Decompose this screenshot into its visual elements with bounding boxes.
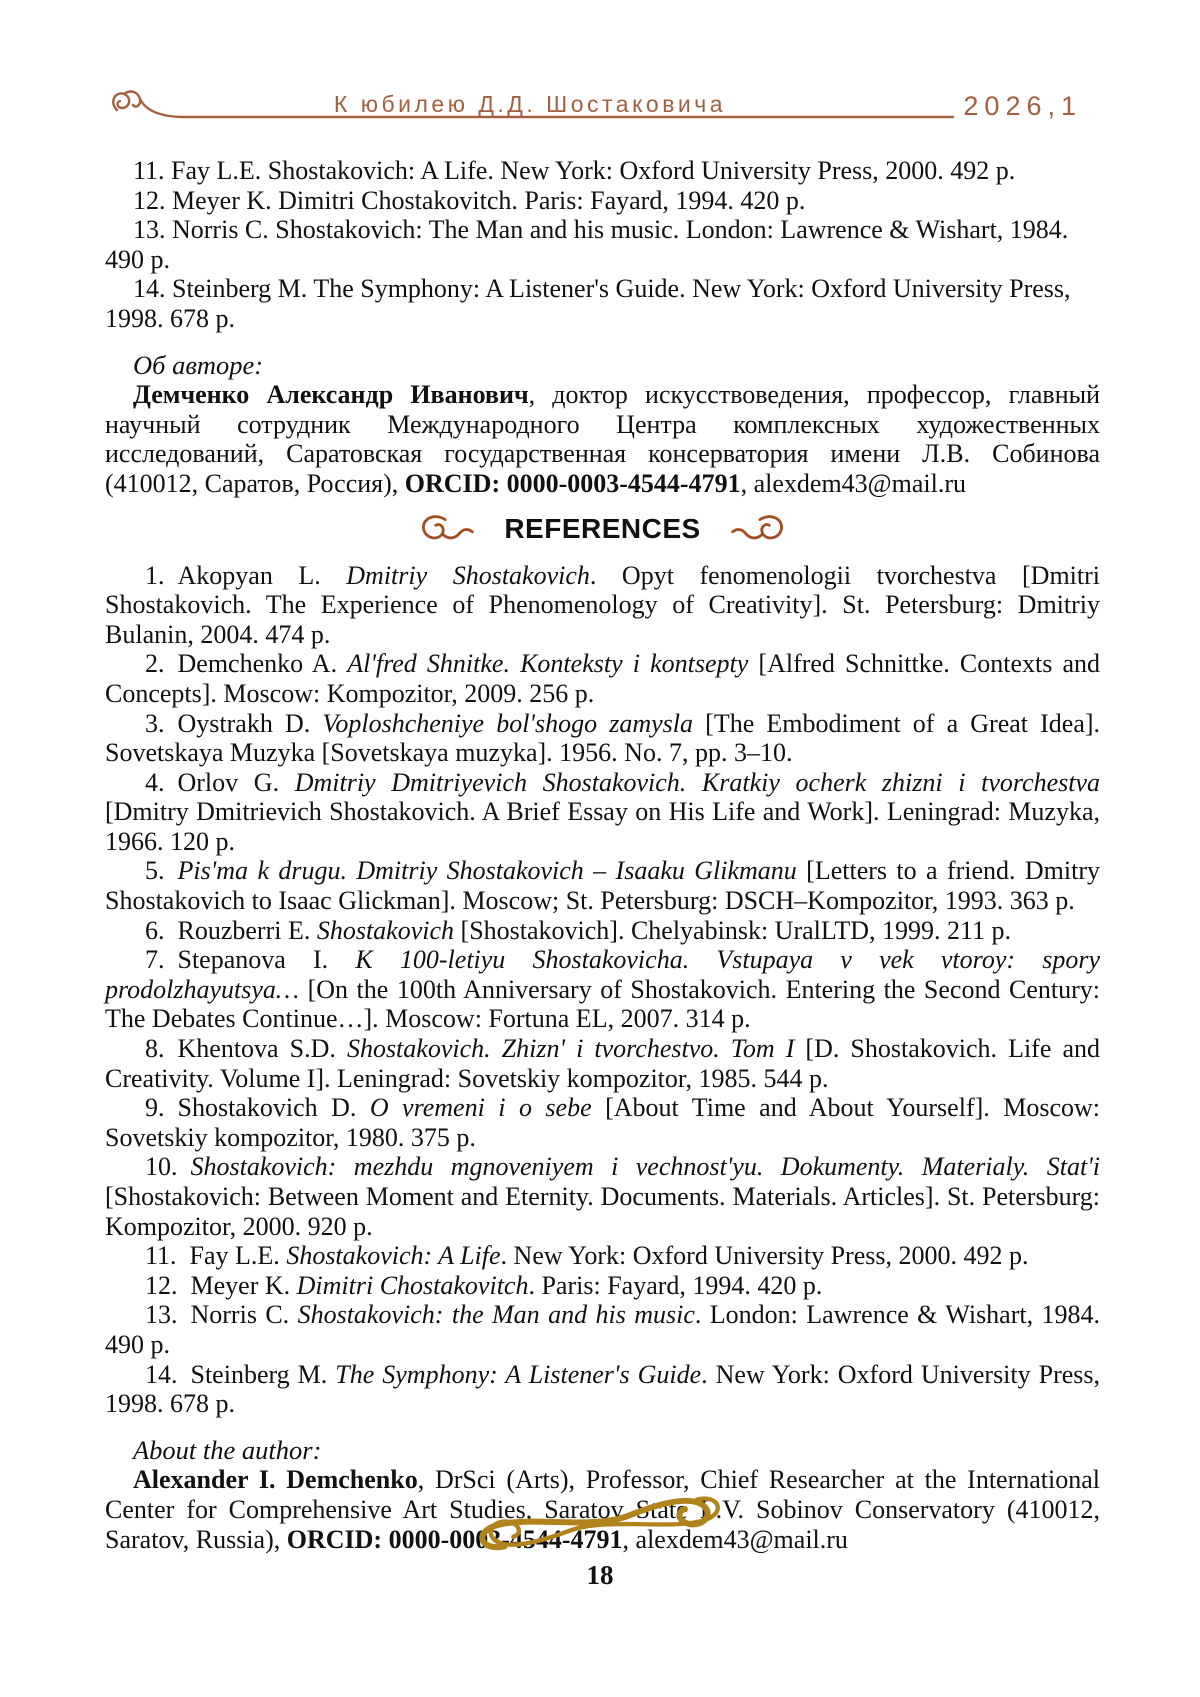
literature-item bbox=[105, 274, 1100, 333]
reference-title-transliterated: Shostakovich bbox=[316, 915, 455, 945]
reference-details: [Letters to a friend. Dmitry Shostakovich to Isaac Glickman]. Moscow; St. Petersburg: DSCH–Kompozitor, 1993. 363 p. bbox=[105, 856, 1100, 916]
reference-authors: Shostakovich D. bbox=[177, 1093, 370, 1123]
reference-authors: Akopyan L. bbox=[177, 560, 347, 590]
author-bio-ru: , доктор искусствоведения, профессор, главный научный сотрудник Международного Центра комплексных художественных исследований, Саратовская государственная консерватория имени Л.В. Собинова (410012, Саратов, Россия), bbox=[105, 380, 1100, 498]
reference-item bbox=[105, 649, 1100, 708]
author-email-en: , alexdem43@mail.ru bbox=[622, 1524, 848, 1554]
reference-title-transliterated: Pis'ma k drugu. Dmitriy Shostakovich – Isaaku Glikmanu bbox=[177, 856, 797, 886]
reference-number: 9. bbox=[145, 1093, 165, 1123]
reference-item bbox=[105, 1152, 1100, 1241]
author-orcid-en: ORCID: 0000-0003-4544-4791 bbox=[286, 1524, 623, 1554]
literature-item bbox=[105, 156, 1100, 186]
reference-item bbox=[105, 1241, 1100, 1271]
author-name-ru: Демченко Александр Иванович bbox=[133, 380, 529, 410]
reference-title-transliterated: Shostakovich: A Life bbox=[286, 1241, 501, 1271]
literature-item-text: 13. Norris C. Shostakovich: The Man and his music. London: Lawrence & Wishart, 1984. 490 p. bbox=[105, 215, 1069, 274]
references-heading bbox=[105, 513, 1100, 545]
reference-title-transliterated: Dmitriy Dmitriyevich Shostakovich. Kratkiy ocherk zhizni i tvorchestva bbox=[294, 767, 1100, 797]
reference-authors: Norris C. bbox=[190, 1300, 298, 1330]
reference-number: 14. bbox=[145, 1359, 178, 1389]
reference-number: 7. bbox=[145, 945, 165, 975]
reference-item bbox=[105, 1093, 1100, 1152]
reference-title-transliterated: Shostakovich: mezhdu mgnoveniyem i vechnost'yu. Dokumenty. Materialy. Stat'i bbox=[190, 1152, 1100, 1182]
reference-item bbox=[105, 1271, 1100, 1301]
reference-details: . Paris: Fayard, 1994. 420 p. bbox=[528, 1270, 823, 1300]
author-bio-en: , DrSci (Arts), Professor, Chief Researcher at the International Center for Comprehensive Art Studies, Saratov State L.V. Sobinov Conservatory (410012, Saratov, Russia), bbox=[105, 1465, 1100, 1554]
reference-number: 8. bbox=[145, 1034, 165, 1064]
reference-details: . Opyt fenomenologii tvorchestva [Dmitri Shostakovich. The Experience of Phenomenology of Creativity]. St. Petersburg: Dmitriy Bulanin, 2004. 474 p. bbox=[105, 560, 1100, 649]
reference-number: 5. bbox=[145, 856, 165, 886]
reference-authors: Stepanova I. bbox=[177, 945, 356, 975]
author-name-en: Alexander I. Demchenko bbox=[133, 1465, 418, 1495]
page-content bbox=[105, 156, 1100, 1554]
reference-title-transliterated: Shostakovich: the Man and his music bbox=[297, 1300, 695, 1330]
reference-details: [On the 100th Anniversary of Shostakovich. Entering the Second Century: The Debates Continue…]. Moscow: Fortuna EL, 2007. 314 p. bbox=[105, 974, 1100, 1034]
issue-number: 2026,1 bbox=[963, 91, 1082, 121]
reference-number: 13. bbox=[145, 1300, 178, 1330]
reference-details: . New York: Oxford University Press, 1998. 678 p. bbox=[105, 1359, 1101, 1419]
literature-item-text: 14. Steinberg M. The Symphony: A Listener's Guide. New York: Oxford University Press, 1998. 678 p. bbox=[105, 274, 1071, 333]
reference-details: . London: Lawrence & Wishart, 1984. 490 p. bbox=[105, 1300, 1101, 1359]
literature-item bbox=[105, 215, 1100, 274]
reference-item bbox=[105, 916, 1100, 946]
infinity-flourish-icon bbox=[470, 1478, 730, 1566]
reference-title-transliterated: Shostakovich. Zhizn' i tvorchestvo. Tom I bbox=[346, 1034, 795, 1064]
reference-authors: Fay L.E. bbox=[189, 1241, 287, 1271]
reference-details: [D. Shostakovich. Life and Creativity. Volume I]. Leningrad: Sovetskiy kompozitor, 1985. 544 p. bbox=[105, 1034, 1100, 1093]
reference-title-transliterated: The Symphony: A Listener's Guide bbox=[335, 1359, 702, 1389]
spiral-flourish-left-icon bbox=[416, 514, 478, 544]
literature-item-text: 12. Meyer K. Dimitri Chostakovitch. Paris: Fayard, 1994. 420 p. bbox=[133, 185, 806, 215]
reference-details: [Dmitry Dmitrievich Shostakovich. A Brief Essay on His Life and Work]. Leningrad: Muzyka, 1966. 120 p. bbox=[105, 797, 1100, 856]
reference-details: [Shostakovich: Between Moment and Eternity. Documents. Materials. Articles]. St. Petersburg: Kompozitor, 2000. 920 p. bbox=[105, 1182, 1100, 1241]
reference-item bbox=[105, 945, 1100, 1034]
reference-details: . New York: Oxford University Press, 2000. 492 p. bbox=[500, 1241, 1029, 1271]
reference-authors: Khentova S.D. bbox=[177, 1034, 347, 1064]
reference-number: 1. bbox=[145, 560, 165, 590]
reference-number: 6. bbox=[145, 915, 165, 945]
reference-details: [Alfred Schnittke. Contexts and Concepts]. Moscow: Kompozitor, 2009. 256 p. bbox=[105, 649, 1101, 708]
author-orcid-ru: ORCID: 0000-0003-4544-4791 bbox=[404, 468, 741, 498]
reference-title-transliterated: Voploshcheniye bol'shogo zamysla bbox=[322, 708, 694, 738]
reference-details: [Shostakovich]. Chelyabinsk: UralLTD, 1999. 211 p. bbox=[454, 915, 1012, 945]
reference-authors: Oystrakh D. bbox=[177, 708, 323, 738]
literature-item-text: 11. Fay L.E. Shostakovich: A Life. New York: Oxford University Press, 2000. 492 p. bbox=[133, 156, 1016, 185]
reference-authors: Orlov G. bbox=[177, 767, 295, 797]
reference-authors: Rouzberri E. bbox=[177, 915, 317, 945]
about-author-ru-paragraph bbox=[105, 380, 1100, 498]
reference-item bbox=[105, 1300, 1100, 1359]
reference-number: 3. bbox=[145, 708, 165, 738]
author-email-ru: , alexdem43@mail.ru bbox=[740, 468, 966, 498]
running-title: К юбилею Д.Д. Шостаковича bbox=[333, 91, 727, 117]
reference-item bbox=[105, 1034, 1100, 1093]
reference-authors: Meyer K. bbox=[190, 1270, 297, 1300]
reference-number: 12. bbox=[145, 1270, 178, 1300]
about-author-ru-heading: Об авторе: bbox=[133, 349, 264, 380]
reference-details: [About Time and About Yourself]. Moscow: Sovetskiy kompozitor, 1980. 375 p. bbox=[105, 1093, 1100, 1152]
reference-title-transliterated: Al'fred Shnitke. Konteksty i kontsepty bbox=[347, 649, 749, 679]
reference-item bbox=[105, 856, 1100, 915]
page-number: 18 bbox=[586, 1560, 614, 1590]
reference-details: [The Embodiment of a Great Idea]. Sovetskaya Muzyka [Sovetskaya muzyka]. 1956. No. 7, pp. 3–10. bbox=[105, 708, 1101, 768]
reference-number: 2. bbox=[145, 649, 165, 679]
reference-authors: Steinberg M. bbox=[190, 1359, 336, 1389]
reference-authors: Demchenko A. bbox=[177, 649, 348, 679]
literature-list-continued bbox=[105, 156, 1100, 334]
reference-item bbox=[105, 768, 1100, 857]
reference-item bbox=[105, 561, 1100, 650]
reference-number: 10. bbox=[145, 1152, 178, 1182]
reference-title-transliterated: Dimitri Chostakovitch bbox=[296, 1270, 529, 1300]
reference-title-transliterated: Dmitriy Shostakovich bbox=[346, 560, 590, 590]
references-title: REFERENCES bbox=[504, 512, 701, 544]
page-header bbox=[105, 82, 1100, 130]
reference-number: 11. bbox=[145, 1241, 177, 1271]
spiral-flourish-right-icon bbox=[727, 514, 789, 544]
reference-item bbox=[105, 709, 1100, 768]
literature-item bbox=[105, 186, 1100, 216]
about-author-en-heading: About the author: bbox=[133, 1434, 322, 1465]
reference-title-transliterated: O vremeni i o sebe bbox=[369, 1093, 592, 1123]
reference-number: 4. bbox=[145, 767, 165, 797]
references-list bbox=[105, 561, 1100, 1419]
reference-item bbox=[105, 1360, 1100, 1419]
reference-title-transliterated: K 100-letiyu Shostakovicha. Vstupaya v vek vtoroy: spory prodolzhayutsya… bbox=[105, 945, 1100, 1004]
